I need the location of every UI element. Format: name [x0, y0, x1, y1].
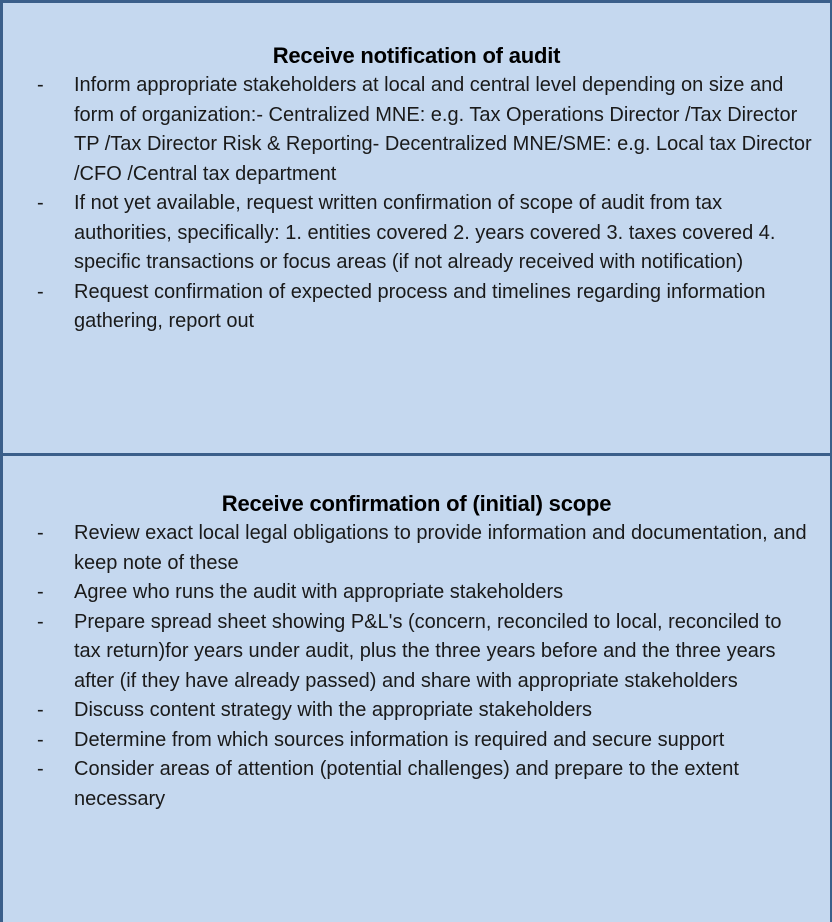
bullet-item: [37, 578, 812, 608]
bullet-marker: -: [37, 610, 44, 633]
bullet-text: Prepare spread sheet showing P&L's (concern, reconciled to local, reconciled to tax return)for years under audit, plus the three years before and the three years after (if they have already passed) and share with appropriate stakeholders: [74, 610, 782, 692]
bullet-marker: -: [37, 728, 44, 751]
bullet-item: [37, 278, 812, 337]
bullet-marker: -: [37, 280, 44, 303]
bullet-marker: -: [37, 581, 44, 603]
bullet-text: If not yet available, request written confirmation of scope of audit from tax authorities, specifically: 1. entities covered 2. years covered 3. taxes covered 4. specific transactions or focus areas (if not already received with notification): [74, 192, 776, 273]
bullet-marker: -: [37, 74, 44, 96]
bullet-item: [37, 189, 812, 278]
step-title: Receive confirmation of (initial) scope: [221, 491, 612, 516]
bullet-item: [37, 696, 812, 726]
bullet-item: [37, 71, 812, 189]
bullet-marker: -: [37, 192, 44, 214]
bullet-item: [37, 519, 812, 578]
bullet-item: [37, 608, 812, 697]
bullet-text: Determine from which sources information is required and secure support: [74, 728, 725, 751]
bullet-text: Consider areas of attention (potential challenges) and prepare to the extent necessary: [74, 758, 739, 810]
bullet-text: Request confirmation of expected process and timelines regarding information gathering, report out: [74, 280, 766, 332]
bullet-text: Inform appropriate stakeholders at local and central level depending on size and form of organization:- Centralized MNE: e.g. Tax Operations Director /Tax Director TP /Tax Director Risk & Reporting- Decentralized MNE/SME: e.g. Local tax Director /CFO /Central tax department: [74, 74, 812, 185]
step-title: Receive notification of audit: [272, 43, 561, 68]
bullet-text: Agree who runs the audit with appropriate stakeholders: [74, 581, 564, 603]
bullet-item: [37, 726, 812, 756]
bullet-marker: -: [37, 522, 44, 544]
step-box-confirm-scope: [3, 456, 830, 922]
bullet-text: Discuss content strategy with the appropriate stakeholders: [74, 699, 593, 721]
bullet-text: Review exact local legal obligations to provide information and documentation, and keep note of these: [74, 522, 807, 574]
step-bullet-list: [3, 519, 830, 814]
bullet-marker: -: [37, 699, 44, 721]
step-bullet-list: [3, 71, 830, 337]
bullet-marker: -: [37, 758, 44, 780]
step-box-receive-notification: [3, 3, 830, 453]
bullet-item: [37, 755, 812, 814]
